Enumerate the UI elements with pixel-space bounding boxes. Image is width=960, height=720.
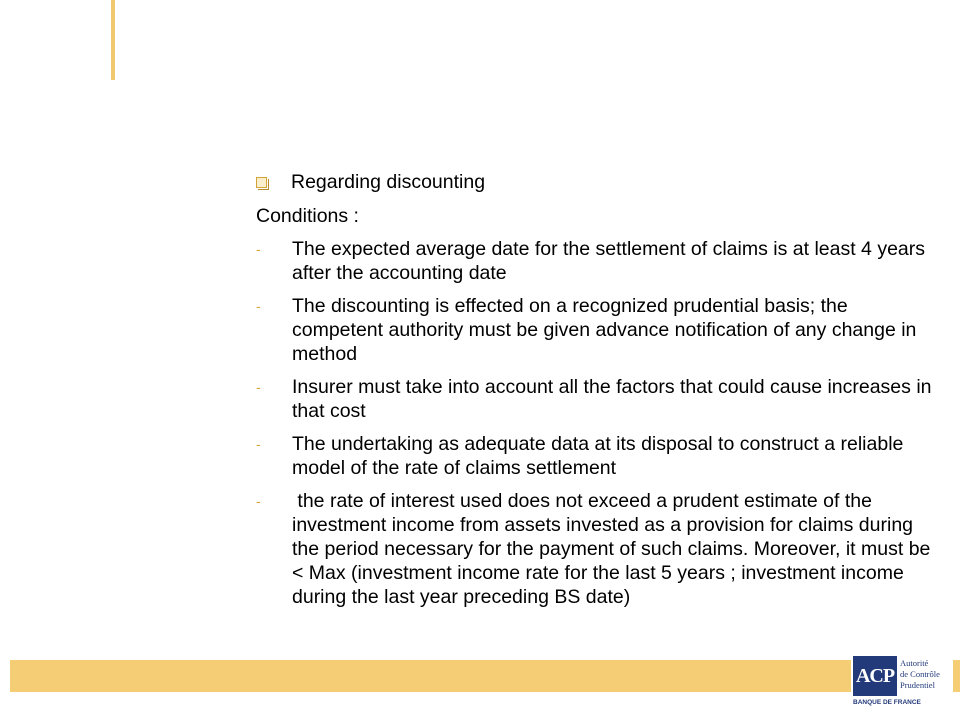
list-item-text: Insurer must take into account all the factors that could cause increases in that cost <box>292 376 937 422</box>
dash-marker: - <box>256 493 261 509</box>
bottom-accent-bar <box>10 660 960 692</box>
square-bullet-icon <box>256 177 267 188</box>
list-item <box>256 294 934 366</box>
list-item <box>256 432 934 480</box>
list-item <box>256 237 934 285</box>
list-item <box>256 489 934 609</box>
acp-logo <box>851 654 953 712</box>
list-item-text: the rate of interest used does not exceed a prudent estimate of the investment income from assets invested as a provision for claims during the period necessary for the payment of such claims. Moreover, it must be < Max (investment income rate for the last 5 years ; investment income during the last year preceding BS date) <box>292 490 936 608</box>
dash-marker: - <box>256 241 261 257</box>
slide-content <box>256 170 937 618</box>
logo-mark: ACP <box>853 656 897 696</box>
dash-marker: - <box>256 298 261 314</box>
list-item-text: The expected average date for the settlement of claims is at least 4 years after the accounting date <box>292 238 931 284</box>
list-item <box>256 375 937 423</box>
logo-wordmark: Autorité de Contrôle Prudentiel <box>900 658 940 690</box>
conditions-label: Conditions : <box>256 205 359 227</box>
heading-text: Regarding discounting <box>291 171 486 193</box>
conditions-list <box>256 237 937 609</box>
list-item-text: The discounting is effected on a recognized prudential basis; the competent authority must be given advance notification of any change in method <box>292 295 922 365</box>
dash-marker: - <box>256 436 261 452</box>
top-accent-bar <box>111 0 115 80</box>
list-item-text: The undertaking as adequate data at its disposal to construct a reliable model of the rate of claims settlement <box>292 433 909 479</box>
dash-marker: - <box>256 379 261 395</box>
section-heading <box>256 170 934 194</box>
logo-subtext: BANQUE DE FRANCE <box>853 699 921 706</box>
